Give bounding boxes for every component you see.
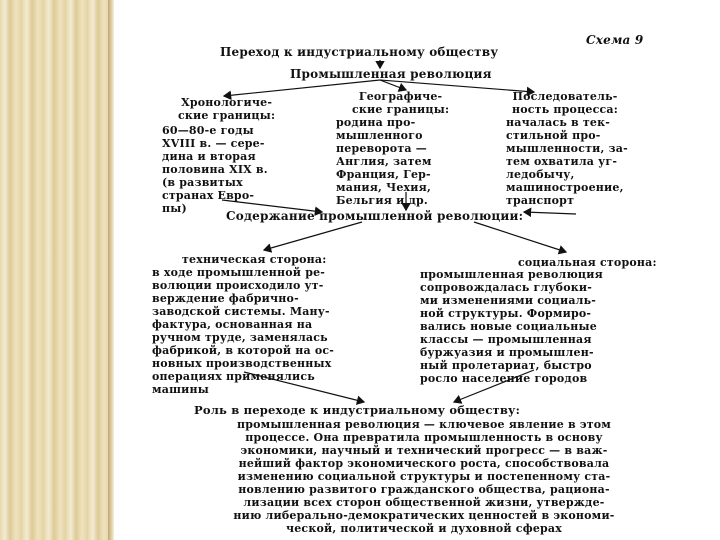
chronology-heading: Хронологиче- ские границы:	[178, 96, 276, 122]
social-text: промышленная революция сопровождалась глубоки- ми изменениями социаль- ной структуры. Формиро- вались новые социальные классы — промышленная буржуазия и промышлен- ный пролетариат, быстро росло население городов	[420, 268, 603, 385]
geography-text: родина про- мышленного переворота — Англия, затем Франция, Гер- мания, Чехия, Бельгия и др.	[336, 116, 432, 207]
social-heading: социальная сторона:	[518, 256, 657, 269]
chronology-text: 60—80-е годы XVIII в. — сере- дина и вторая половина XIX в. (в развитых странах Евро- пы)	[162, 124, 268, 215]
technical-heading: техническая сторона:	[182, 253, 327, 266]
technical-text: в ходе промышленной ре- волюции происходило ут- верждение фабрично- заводской системы. Ману- фактура, основанная на ручном труде, заменялась фабрикой, в которой на ос- новных производственных операциях применялись машины	[152, 266, 335, 396]
role-text: промышленная революция — ключевое явление в этом процессе. Она превратила промышленность в основу экономики, научный и технический прогресс — в важ- нейший фактор экономического роста, способствовала изменению социальной структуры и постепенному ста- новлению развитого гражданского общества, рациона- лизации всех сторон общественной жизни, утвержде- нию либерально-демократических ценностей в экономи- ческой, политической и духовной сферах	[233, 418, 615, 535]
sequence-heading: Последователь- ность процесса:	[512, 90, 618, 116]
scheme-label: Схема 9	[586, 33, 644, 47]
scheme-diagram	[114, 0, 720, 540]
content-title: Содержание промышленной революции:	[226, 209, 524, 223]
role-heading: Роль в переходе к индустриальному обществу:	[194, 403, 521, 417]
revolution-title: Промышленная революция	[290, 67, 492, 81]
decorative-left-stripe	[0, 0, 111, 540]
sequence-text: началась в тек- стильной про- мышленности, за- тем охватила уг- ледобычу, машиностроение, транспорт	[506, 116, 628, 207]
geography-heading: Географиче- ские границы:	[352, 90, 450, 116]
main-title: Переход к индустриальному обществу	[220, 45, 499, 59]
